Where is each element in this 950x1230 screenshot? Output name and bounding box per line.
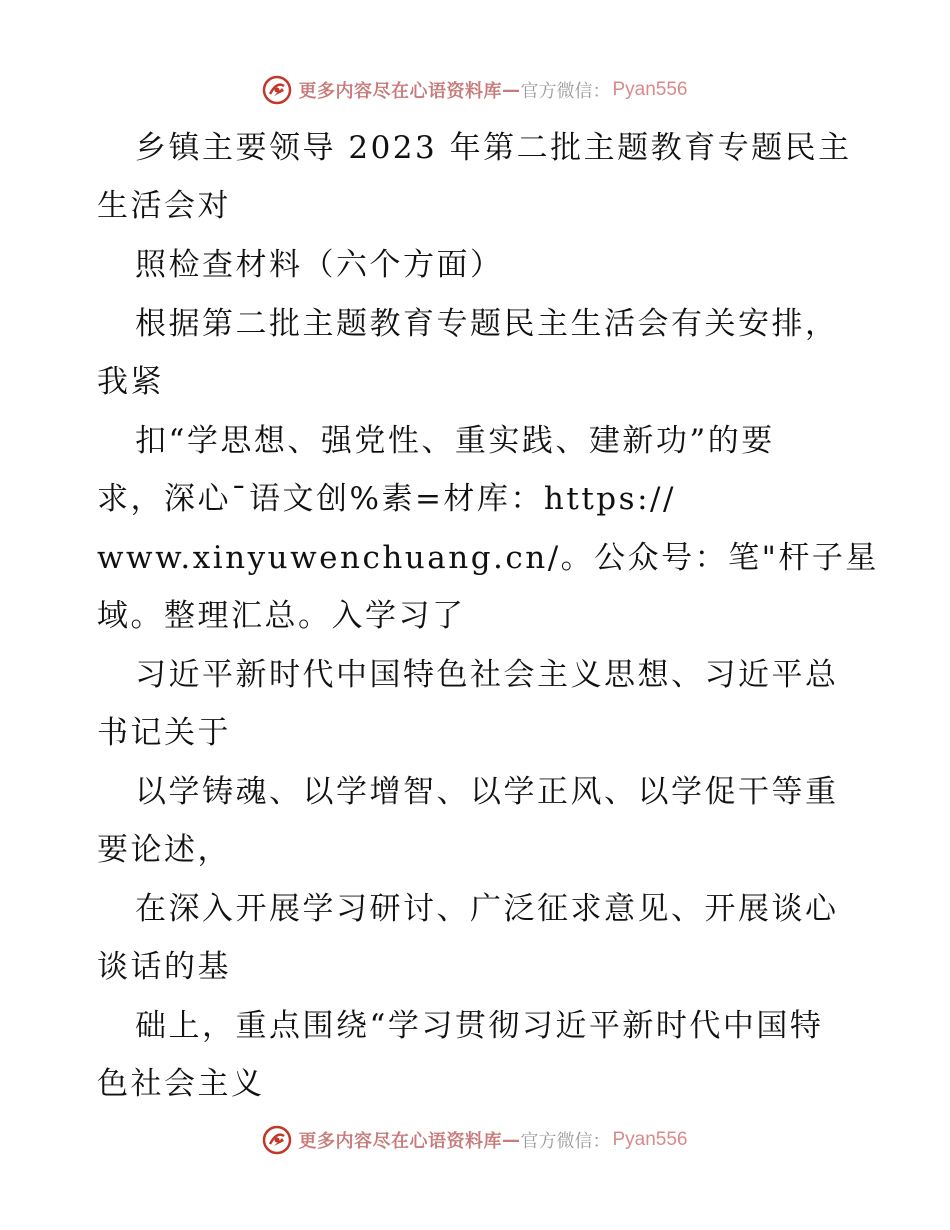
body-line: 乡镇主要领导 2023 年第二批主题教育专题民主 — [135, 130, 852, 166]
header-wechat-label: 官方微信： — [520, 81, 611, 102]
footer-dash: — — [501, 1129, 521, 1151]
body-line: 我紧 — [97, 364, 164, 400]
body-line: 在深入开展学习研讨、广泛征求意见、开展谈心 — [135, 891, 839, 927]
body-line: 生活会对 — [97, 188, 231, 224]
body-line: 要论述， — [97, 832, 231, 868]
header-wechat-id: Pyan556 — [612, 79, 688, 100]
footer-banner — [0, 1120, 950, 1160]
body-line: 扣“学思想、强党性、重实践、建新功”的要 — [135, 423, 775, 459]
body-line: 础上，重点围绕“学习贯彻习近平新时代中国特 — [135, 1008, 824, 1044]
body-line: www.xinyuwenchuang.cn/。公众号：笔"杆子星 — [97, 540, 879, 576]
brand-logo-icon — [262, 75, 292, 105]
body-line: 谈话的基 — [97, 949, 231, 985]
body-line: 照检查材料（六个方面） — [135, 247, 504, 283]
body-line: 域。整理汇总。入学习了 — [97, 598, 466, 634]
body-line: 习近平新时代中国特色社会主义思想、习近平总 — [135, 657, 839, 693]
brand-logo-icon — [262, 1125, 292, 1155]
header-banner — [0, 70, 950, 110]
footer-wechat-id: Pyan556 — [612, 1129, 688, 1150]
body-line: 根据第二批主题教育专题民主生活会有关安排， — [135, 306, 839, 342]
header-promo-text: 更多内容尽在心语资料库 — [298, 81, 502, 102]
body-line: 以学铸魂、以学增智、以学正风、以学促干等重 — [135, 774, 839, 810]
footer-wechat-label: 官方微信： — [520, 1131, 611, 1152]
body-line: 书记关于 — [97, 715, 231, 751]
footer-promo-text: 更多内容尽在心语资料库 — [298, 1131, 502, 1152]
body-line: 求，深心¯语文创%素=材库：https:// — [97, 481, 676, 517]
body-line: 色社会主义 — [97, 1066, 265, 1102]
header-dash: — — [501, 79, 521, 101]
